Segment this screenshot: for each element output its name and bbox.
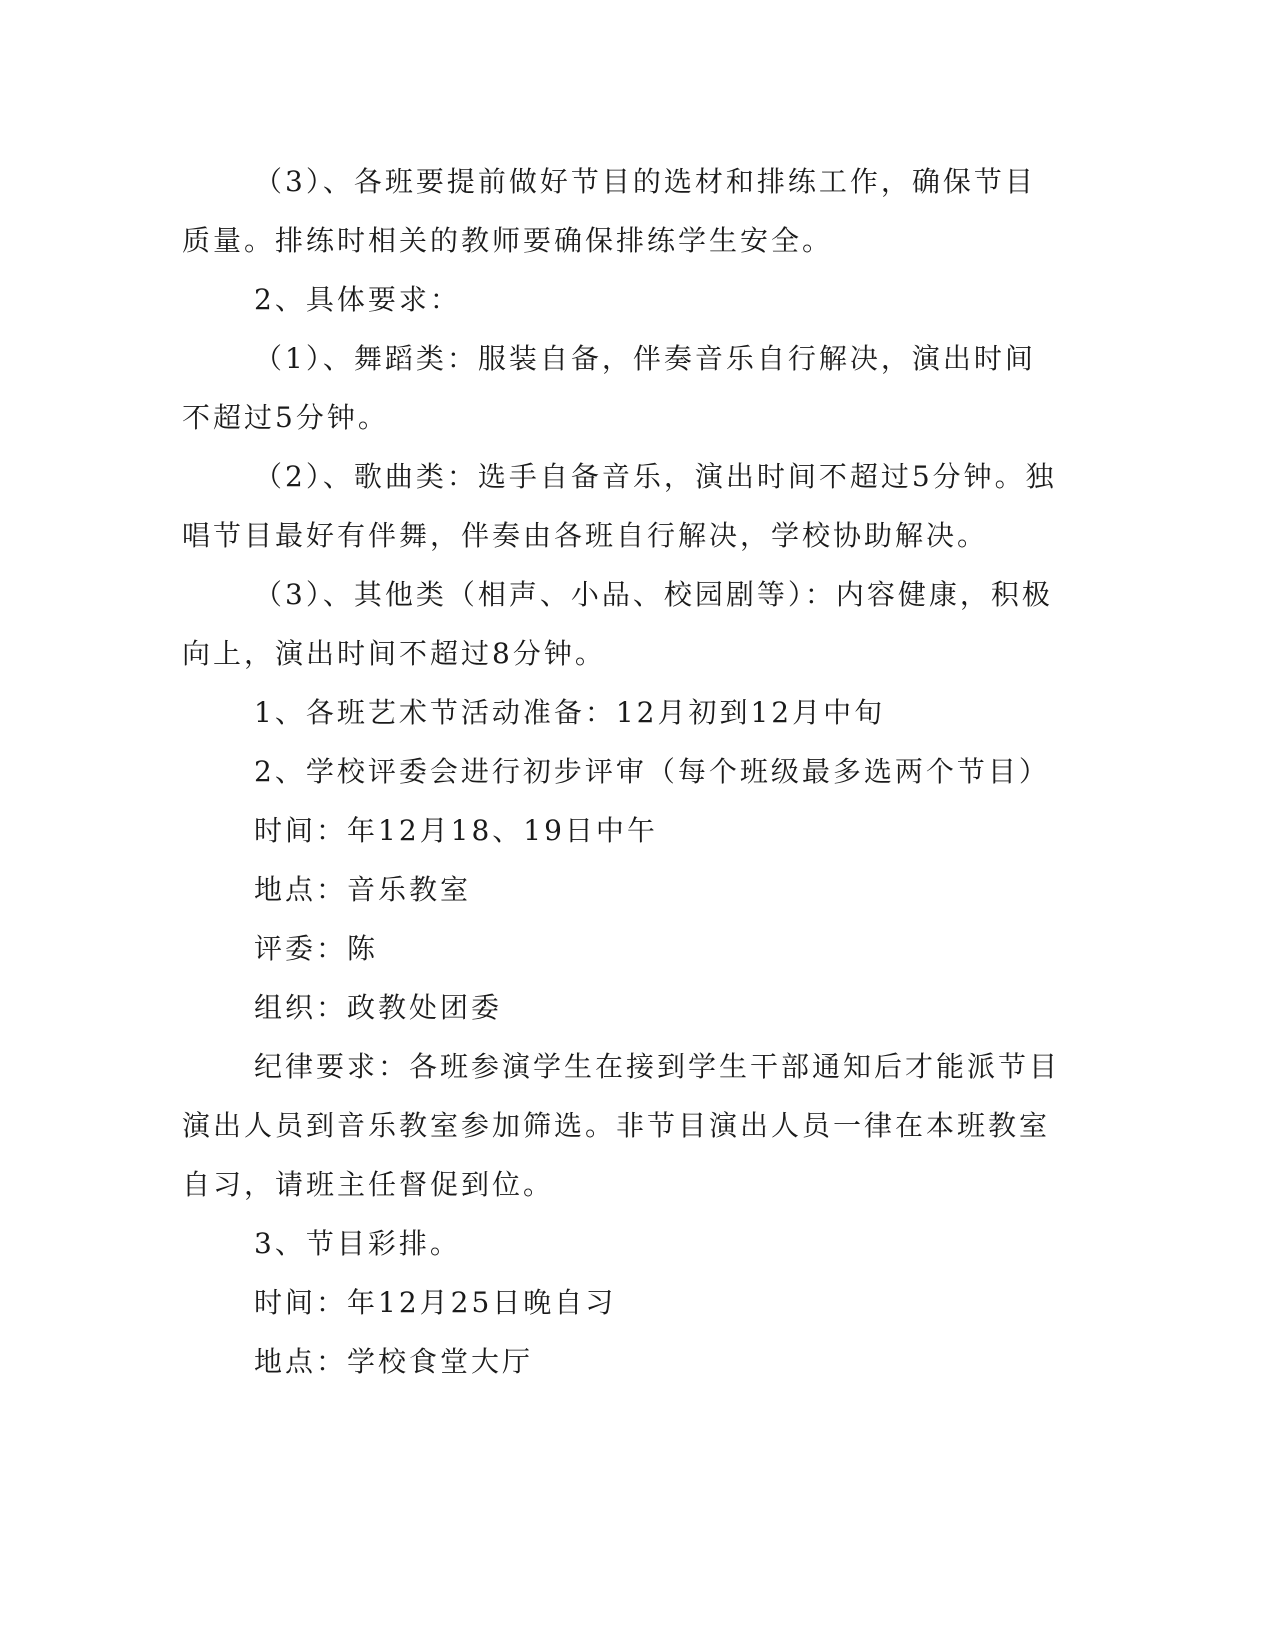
paragraph-rehearsal-time: 时间：年12月25日晚自习 <box>254 1286 617 1319</box>
document-body <box>182 152 1062 1391</box>
paragraph-review-location: 地点：音乐教室 <box>254 873 472 906</box>
paragraph-judges: 评委：陈 <box>254 932 379 965</box>
paragraph-review-time: 时间：年12月18、19日中午 <box>254 814 658 847</box>
paragraph-class-preparation: 1、各班艺术节活动准备：12月初到12月中旬 <box>254 696 886 729</box>
paragraph-other-category: （3）、其他类（相声、小品、校园剧等）：内容健康，积极向上，演出时间不超过8分钟。 <box>182 578 1053 670</box>
paragraph-rehearsal-location: 地点：学校食堂大厅 <box>254 1345 534 1378</box>
paragraph-rehearsal-prep: （3）、各班要提前做好节目的选材和排练工作，确保节目质量。排练时相关的教师要确保排练学生安全。 <box>182 165 1036 257</box>
paragraph-dress-rehearsal: 3、节目彩排。 <box>254 1227 461 1260</box>
paragraph-song-category: （2）、歌曲类：选手自备音乐，演出时间不超过5分钟。独唱节目最好有伴舞，伴奏由各班自行解决，学校协助解决。 <box>182 460 1057 552</box>
paragraph-organizer: 组织：政教处团委 <box>254 991 503 1024</box>
paragraph-discipline: 纪律要求：各班参演学生在接到学生干部通知后才能派节目演出人员到音乐教室参加筛选。非节目演出人员一律在本班教室自习，请班主任督促到位。 <box>182 1050 1061 1201</box>
paragraph-preliminary-review: 2、学校评委会进行初步评审（每个班级最多选两个节目） <box>254 755 1050 788</box>
paragraph-dance-category: （1）、舞蹈类：服装自备，伴奏音乐自行解决，演出时间不超过5分钟。 <box>182 342 1036 434</box>
paragraph-specific-requirements-heading: 2、具体要求： <box>254 283 461 316</box>
